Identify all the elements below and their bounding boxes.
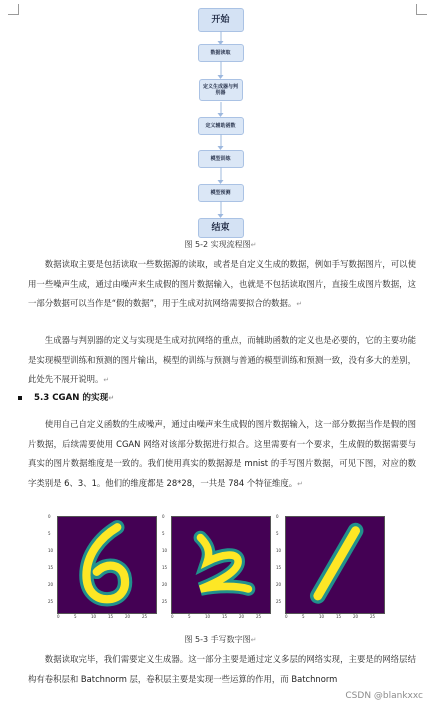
flow-arrow	[220, 167, 221, 181]
section-heading	[18, 391, 114, 403]
paragraph-mark: ↵	[108, 394, 115, 402]
paragraph-mark: ↵	[296, 300, 303, 308]
y-tick-label: 0	[162, 514, 165, 519]
digit-plot-three	[162, 512, 282, 627]
flow-node-end: 结束	[198, 218, 244, 238]
watermark: CSDN @blankxxc	[345, 691, 423, 701]
flow-arrow	[220, 102, 221, 114]
paragraph-data-reading-text: 数据读取主要是包括读取一些数据源的读取，或者是自定义生成的数据，例如手写数据图片，可以使用一些噪声生成，通过由噪声来生成假的图片数据输入，也就是不包括读取图片，直接生成图片数据，这一部分数据可以当作是“假的数据”，用于生成对抗网络需要拟合的数据。	[28, 259, 416, 308]
digit-image-six	[57, 516, 157, 614]
x-tick-label: 15	[108, 614, 114, 619]
paragraph-mark: ↵	[250, 241, 257, 249]
digit-one-glyph	[286, 517, 384, 613]
flow-node-define-helpers: 定义辅助函数	[198, 117, 244, 135]
flow-node-train: 模型训练	[198, 150, 244, 168]
y-tick-label: 5	[48, 531, 51, 536]
digit-plot-six	[48, 512, 168, 627]
x-tick-label: 20	[353, 614, 359, 619]
flowchart	[0, 0, 441, 240]
x-tick-label: 10	[319, 614, 325, 619]
x-tick-label: 25	[256, 614, 262, 619]
flow-arrow	[220, 61, 221, 76]
y-tick-label: 15	[48, 565, 54, 570]
paragraph-generator-discriminator	[28, 331, 416, 391]
paragraph-generator-discriminator-text: 生成器与判别器的定义与实现是生成对抗网络的重点，而辅助函数的定义也是必要的，它的主要功能是实现模型训练和预测的图片输出，模型的训练与预测与普通的模型训练和预测一致，没有多大的差别，此处先不展开说明。	[28, 335, 416, 384]
flow-arrow	[220, 134, 221, 147]
x-tick-label: 15	[336, 614, 342, 619]
digit-figures	[0, 512, 441, 627]
paragraph-mark: ↵	[103, 376, 110, 384]
bullet-icon	[18, 396, 22, 400]
x-tick-label: 5	[74, 614, 77, 619]
y-tick-label: 20	[276, 582, 282, 587]
y-tick-label: 0	[48, 514, 51, 519]
x-tick-label: 25	[370, 614, 376, 619]
x-tick-label: 15	[222, 614, 228, 619]
flow-node-data-read: 数据读取	[198, 44, 244, 62]
x-tick-label: 10	[91, 614, 97, 619]
y-tick-label: 25	[48, 599, 54, 604]
section-heading-text: 5.3 CGAN 的实现	[34, 393, 109, 403]
x-tick-label: 0	[285, 614, 288, 619]
x-tick-label: 25	[142, 614, 148, 619]
y-tick-label: 15	[162, 565, 168, 570]
y-tick-label: 20	[48, 582, 54, 587]
paragraph-mark: ↵	[297, 479, 303, 488]
flow-arrow	[220, 201, 221, 215]
x-tick-label: 20	[125, 614, 131, 619]
flow-node-predict: 模型预测	[198, 184, 244, 202]
y-tick-label: 5	[162, 531, 165, 536]
x-tick-label: 10	[205, 614, 211, 619]
paragraph-data-reading	[28, 255, 416, 315]
digit-three-glyph	[172, 517, 270, 613]
paragraph-cgan-text: 使用自己自定义函数的生成噪声，通过由噪声来生成假的图片数据输入，这一部分数据当作是假的图片数据，后续需要使用 CGAN 网络对该部分数据进行拟合。这里需要有一个要求，生成假的数据需要与真实的图片数据维度是一致的。我们使用真实的数据源是 mnist 的手写图片数据，可见下图，对应的数字类别是 6、3、1。他们的维度都是 28*28，一共是 784 个特征维度。	[28, 419, 416, 488]
figure-caption-flowchart	[0, 239, 441, 250]
x-tick-label: 0	[171, 614, 174, 619]
paragraph-cgan	[28, 415, 416, 494]
digit-image-one	[285, 516, 385, 614]
figure-caption-flowchart-text: 图 5-2 实现流程图	[184, 240, 251, 249]
y-tick-label: 25	[162, 599, 168, 604]
digit-plot-one	[276, 512, 396, 627]
figure-caption-digits-text: 图 5-3 手写数字图	[184, 635, 251, 644]
y-tick-label: 25	[276, 599, 282, 604]
paragraph-generator-definition	[28, 650, 416, 689]
x-tick-label: 20	[239, 614, 245, 619]
flow-node-define-gen-disc: 定义生成器与判别器	[199, 79, 243, 101]
flow-node-start: 开始	[198, 8, 244, 32]
y-tick-label: 10	[48, 548, 54, 553]
figure-caption-digits	[0, 634, 441, 645]
y-tick-label: 10	[276, 548, 282, 553]
y-tick-label: 15	[276, 565, 282, 570]
paragraph-generator-definition-text: 数据读取完毕，我们需要定义生成器。这一部分主要是通过定义多层的网络实现，主要是的网络层结构有卷积层和 Batchnorm 层，卷积层主要是实现一些运算的作用，而 Batchnorm	[28, 654, 416, 684]
x-tick-label: 0	[57, 614, 60, 619]
digit-six-glyph	[58, 517, 156, 613]
y-tick-label: 5	[276, 531, 279, 536]
y-tick-label: 10	[162, 548, 168, 553]
x-tick-label: 5	[302, 614, 305, 619]
x-tick-label: 5	[188, 614, 191, 619]
flow-arrow	[220, 31, 221, 42]
paragraph-mark: ↵	[250, 636, 257, 644]
y-tick-label: 0	[276, 514, 279, 519]
y-tick-label: 20	[162, 582, 168, 587]
digit-image-three	[171, 516, 271, 614]
